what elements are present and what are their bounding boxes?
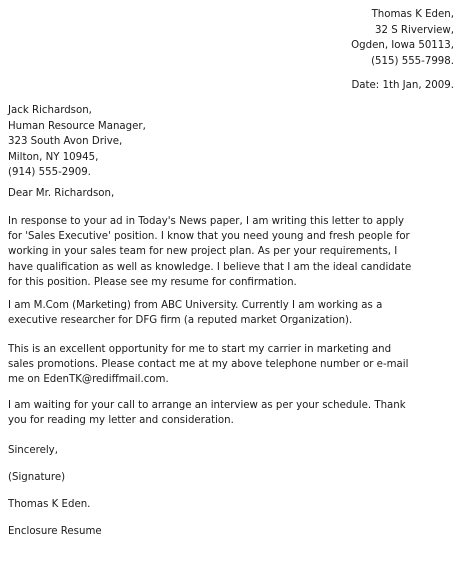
letter-date: Date: 1th Jan, 2009. [351, 80, 454, 91]
recipient-title: Human Resource Manager, [8, 120, 146, 132]
paragraph-line: sales promotions. Please contact me at my above telephone number or e-mail [8, 359, 409, 371]
paragraph-line: I am M.Com (Marketing) from ABC University. Currently I am working as a [8, 300, 383, 311]
salutation: Dear Mr. Richardson, [8, 188, 115, 199]
paragraph-line: you for reading my letter and consideration. [8, 415, 234, 427]
signature-placeholder: (Signature) [8, 472, 66, 483]
recipient-street: 323 South Avon Drive, [8, 136, 123, 147]
paragraph-line: for this position. Please see my resume for confirmation. [8, 276, 297, 288]
body-paragraph-1 [8, 214, 454, 290]
body-paragraph-2 [8, 298, 454, 328]
recipient-address-block [8, 103, 146, 181]
sender-phone: (515) 555-7998. [371, 55, 454, 67]
paragraph-line: for 'Sales Executive' position. I know that you need young and fresh people for [8, 231, 410, 243]
paragraph-line: working in your sales team for new project plan. As per your requirements, I [8, 246, 398, 258]
paragraph-line: executive researcher for DFG firm (a reputed market Organization). [8, 315, 353, 327]
sender-city: Ogden, Iowa 50113, [351, 40, 454, 51]
paragraph-line: have qualification as well as knowledge. I believe that I am the ideal candidate [8, 261, 412, 273]
body-paragraph-3 [8, 342, 454, 388]
recipient-city: Milton, NY 10945, [8, 151, 99, 163]
valediction: Sincerely, [8, 445, 58, 456]
paragraph-line: me on EdenTK@rediffmail.com. [8, 374, 169, 386]
recipient-phone: (914) 555-2909. [8, 167, 91, 178]
sender-address-block [351, 7, 454, 69]
paragraph-line: I am waiting for your call to arrange an interview as per your schedule. Thank [8, 400, 406, 411]
paragraph-line: This is an excellent opportunity for me to start my carrier in marketing and [8, 344, 392, 355]
sender-name: Thomas K Eden, [371, 9, 454, 20]
sender-street: 32 S Riverview, [375, 24, 454, 36]
signer-name: Thomas K Eden. [8, 499, 91, 510]
recipient-name: Jack Richardson, [8, 105, 92, 116]
body-paragraph-4 [8, 398, 454, 428]
paragraph-line: In response to your ad in Today's News paper, I am writing this letter to apply [8, 216, 405, 227]
enclosure-note: Enclosure Resume [8, 526, 102, 537]
